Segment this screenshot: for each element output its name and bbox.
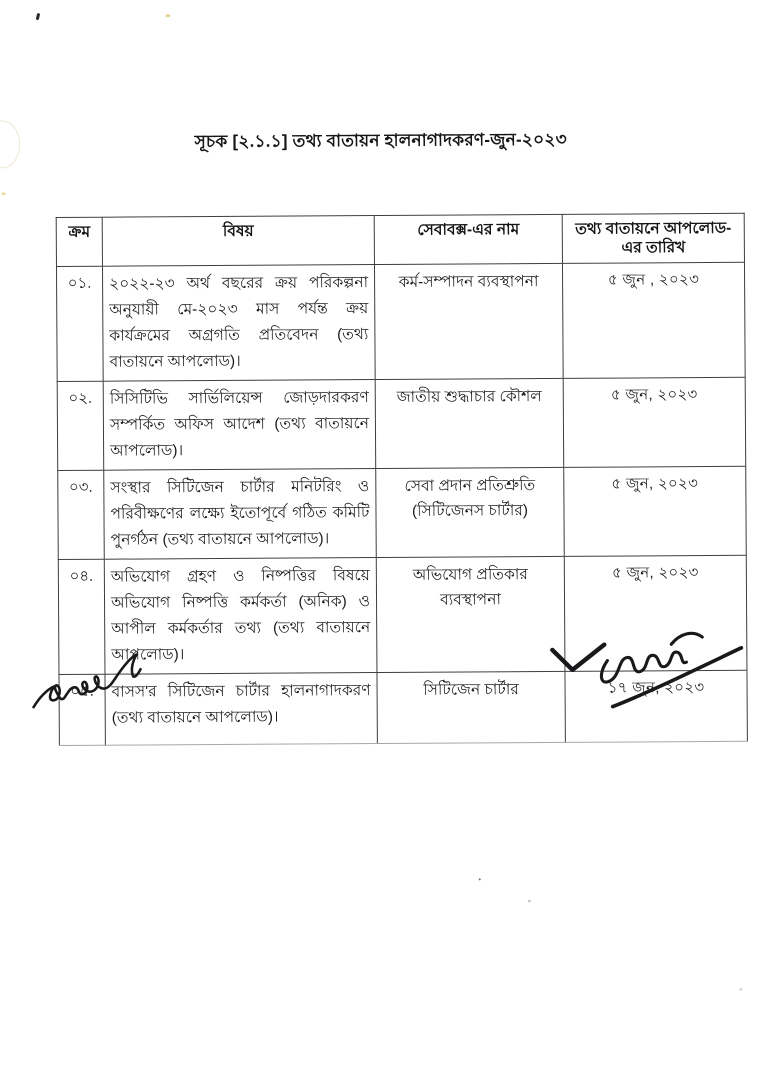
scan-speck bbox=[165, 14, 170, 17]
row-upload-date: ৫ জুন, ২০২৩ bbox=[564, 555, 747, 671]
row-service-box: সেবা প্রদান প্রতিশ্রুতি (সিটিজেনস চার্টার) bbox=[376, 467, 565, 557]
table-row bbox=[56, 262, 745, 381]
row-subject: ২০২২-২৩ অর্থ বছরের ক্রয় পরিকল্পনা অনুযায়ী মে-২০২৩ মাস পর্যন্ত ক্রয় কার্যক্রমের অগ্রগতি প্রতিবেদন (তথ্য বাতায়নে আপলোড)। bbox=[102, 265, 375, 382]
scan-speck bbox=[528, 900, 531, 902]
row-subject: অভিযোগ গ্রহণ ও নিষ্পত্তির বিষয়ে অভিযোগ নিষ্পত্তি কর্মকর্তা (অনিক) ও আপীল কর্মকর্তার তথ্য (তথ্য বাতায়নে আপলোড)। bbox=[104, 558, 377, 675]
row-upload-date: ৫ জুন, ২০২৩ bbox=[564, 466, 747, 556]
signature-right bbox=[544, 620, 750, 709]
row-service-box: সিটিজেন চার্টার bbox=[377, 671, 565, 743]
row-serial: ০২. bbox=[57, 381, 104, 470]
scan-speck bbox=[739, 988, 742, 991]
row-serial: ০৫. bbox=[59, 674, 105, 745]
row-serial: ০৪. bbox=[58, 559, 105, 674]
row-serial: ০১. bbox=[56, 266, 103, 381]
header-service-box: সেবাবক্স-এর নাম bbox=[374, 214, 562, 264]
page-title: সূচক [২.১.১] তথ্য বাতায়ন হালনাগাদকরণ-জুন-২০২৩ bbox=[194, 129, 567, 152]
row-subject: সিসিটিভি সার্ভিলিয়েন্স জোড়দারকরণ সম্পর্কিত অফিস আদেশ (তথ্য বাতায়নে আপলোড)। bbox=[103, 380, 376, 471]
row-upload-date: ৫ জুন , ২০২৩ bbox=[562, 262, 745, 378]
signature-left bbox=[27, 649, 145, 714]
row-subject: বাসস'র সিটিজেন চার্টার হালনাগাদকরণ (তথ্য বাতায়নে আপলোড)। bbox=[105, 673, 377, 746]
header-upload-date: তথ্য বাতায়নে আপলোড-এর তারিখ bbox=[562, 213, 744, 263]
row-service-box: কর্ম-সম্পাদন ব্যবস্থাপনা bbox=[374, 263, 563, 379]
row-serial: ০৩. bbox=[58, 470, 105, 559]
row-subject: সংস্থার সিটিজেন চার্টার মনিটরিং ও পরিবীক্ষণের লক্ষ্যে ইতোপূর্বে গঠিত কমিটি পুনর্গঠন (তথ্য বাতায়নে আপলোড)। bbox=[104, 469, 377, 560]
row-upload-date: ১৭ জুন, ২০২৩ bbox=[565, 670, 747, 742]
scan-speck bbox=[36, 13, 41, 21]
scan-speck bbox=[479, 878, 481, 880]
row-upload-date: ৫ জুন, ২০২৩ bbox=[563, 377, 746, 467]
table-row bbox=[58, 466, 747, 559]
table-header-row bbox=[56, 213, 744, 266]
header-serial: ক্রম bbox=[56, 217, 102, 266]
header-subject: বিষয় bbox=[102, 216, 374, 267]
table-row bbox=[57, 377, 746, 470]
row-service-box: জাতীয় শুদ্ধাচার কৌশল bbox=[375, 378, 564, 468]
row-service-box: অভিযোগ প্রতিকার ব্যবস্থাপনা bbox=[376, 556, 565, 672]
scan-speck bbox=[2, 192, 6, 195]
